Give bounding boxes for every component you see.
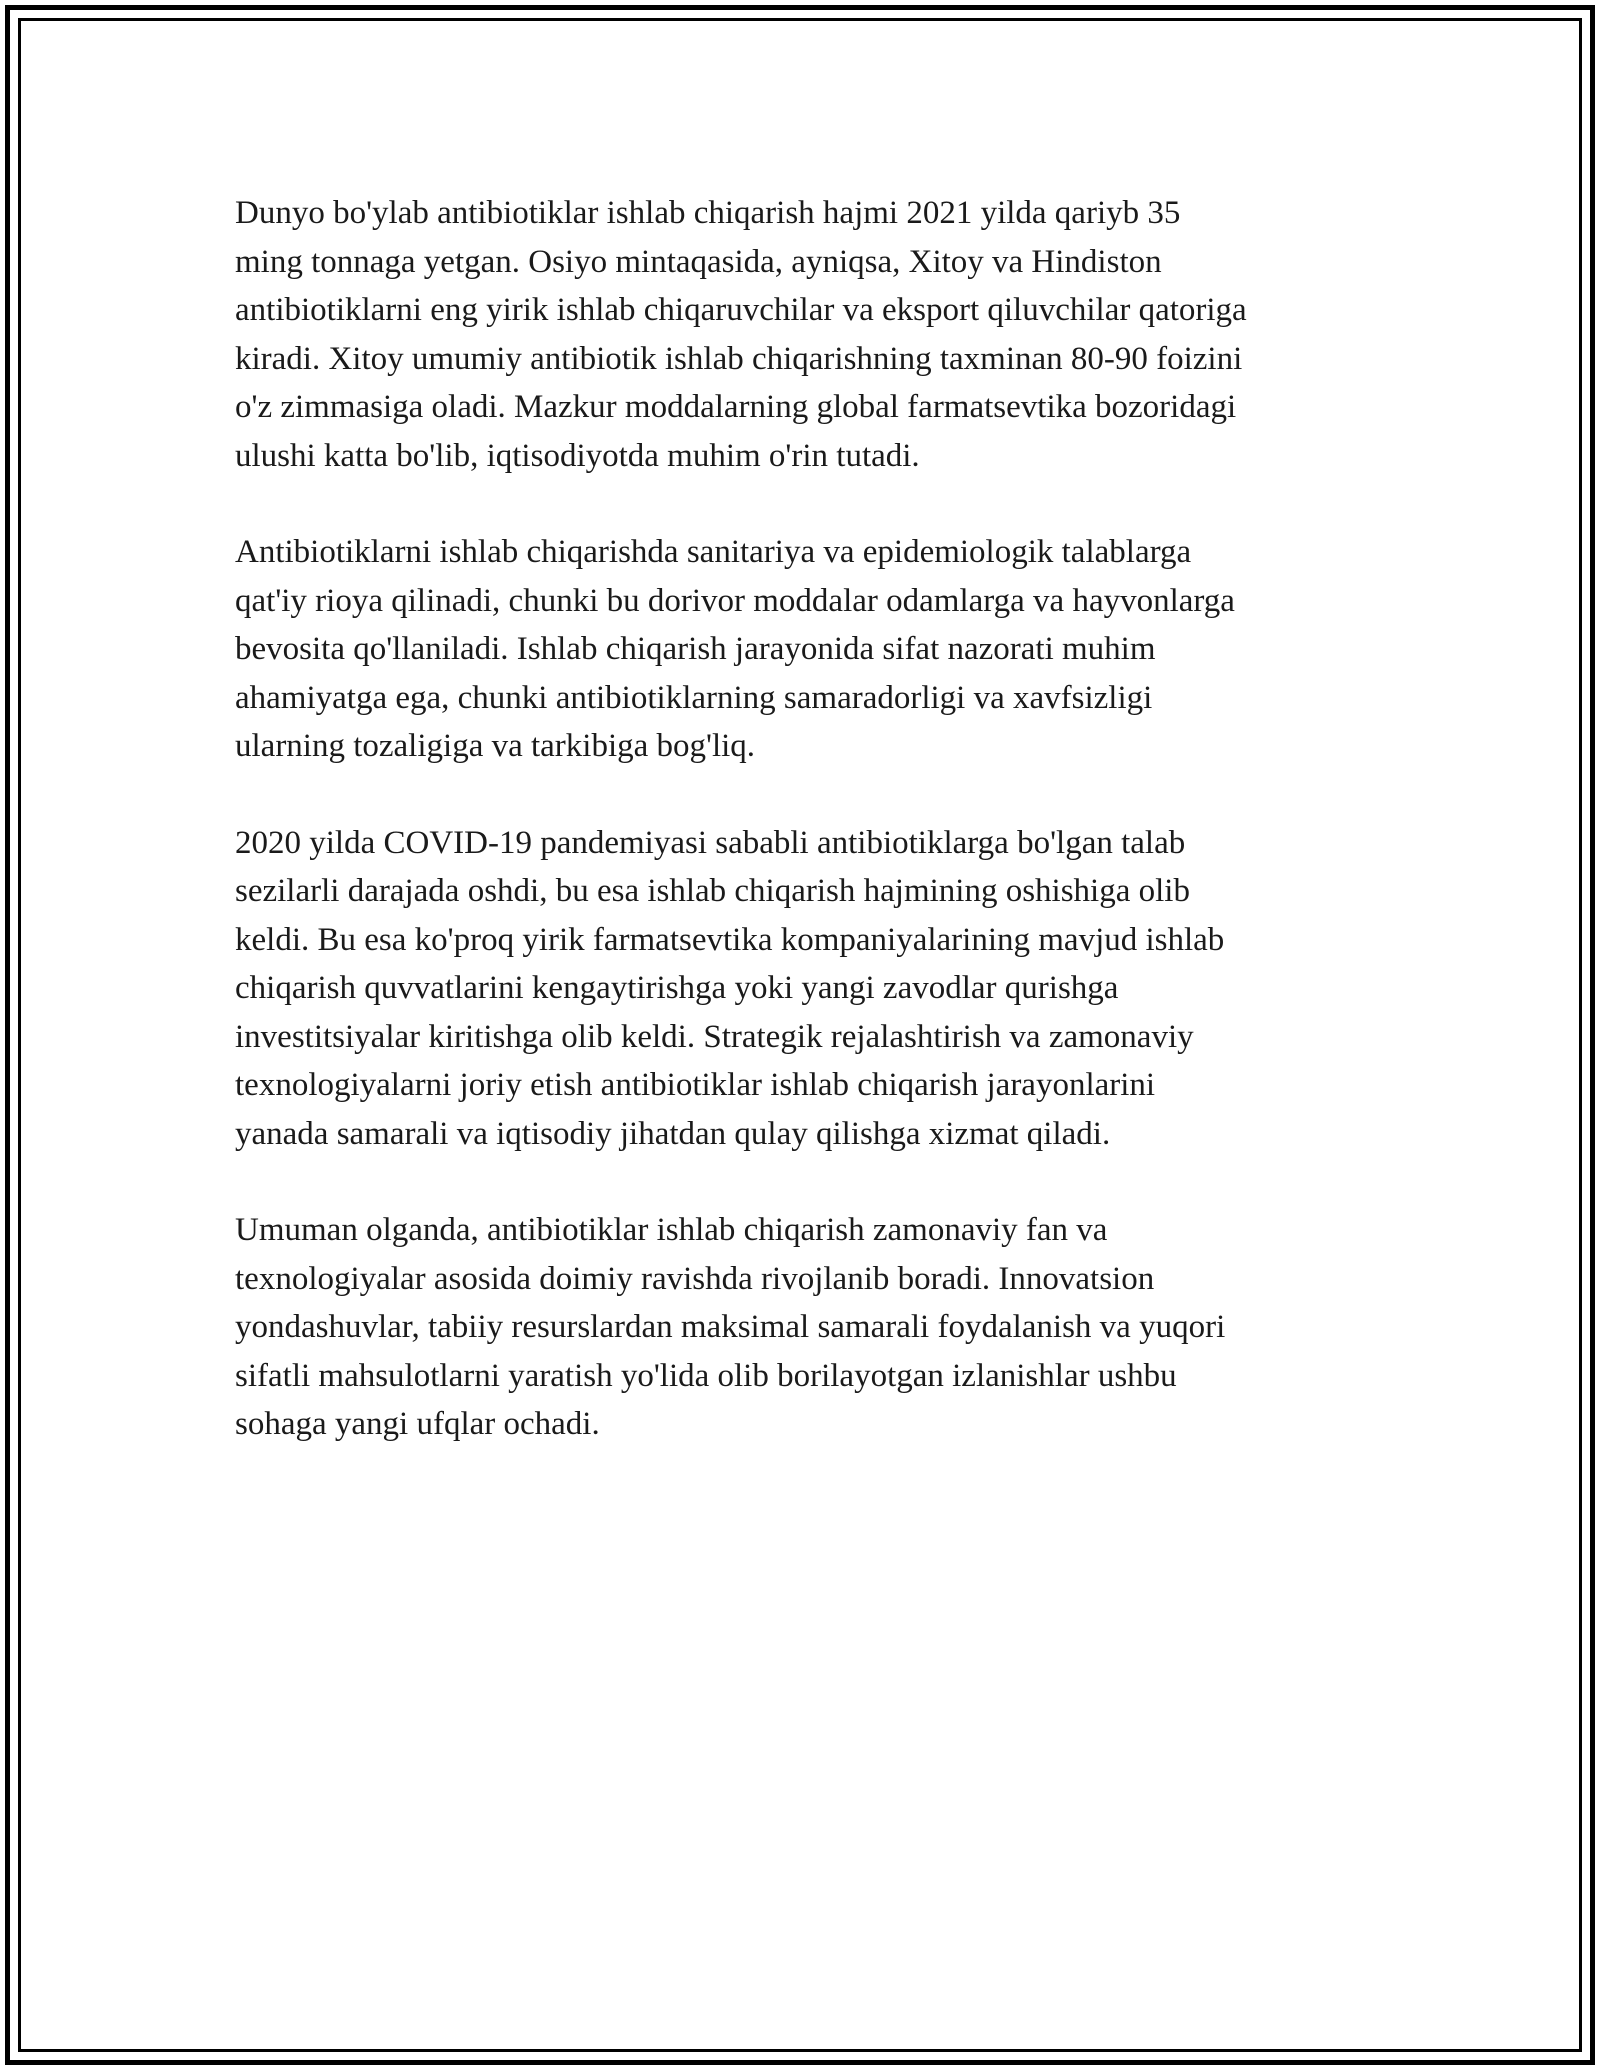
paragraph-3: 2020 yilda COVID-19 pandemiyasi sababli antibiotiklarga bo'lgan talab sezilarli darajada oshdi, bu esa ishlab chiqarish hajmining oshishiga olib keldi. Bu esa ko'proq yirik farmatsevtika kompaniyalarining mavjud ishlab chiqarish quvvatlarini kengaytirishga yoki yangi zavodlar qurishga investitsiyalar kiritishga olib keldi. Strategik rejalashtirish va zamonaviy texnologiyalarni joriy etish antibiotiklar ishlab chiqarish jarayonlarini yanada samarali va iqtisodiy jihatdan qulay qilishga xizmat qiladi. (235, 824, 1225, 1152)
document-body (235, 189, 1375, 1497)
paragraph-2: Antibiotiklarni ishlab chiqarishda sanitariya va epidemiologik talablarga qat'iy rioya qilinadi, chunki bu dorivor moddalar odamlarga va hayvonlarga bevosita qo'llaniladi. Ishlab chiqarish jarayonida sifat nazorati muhim ahamiyatga ega, chunki antibiotiklarning samaradorligi va xavfsizligi ularning tozaligiga va tarkibiga bog'liq. (235, 534, 1235, 764)
paragraph-4: Umuman olganda, antibiotiklar ishlab chiqarish zamonaviy fan va texnologiyalar asosida doimiy ravishda rivojlanib boradi. Innovatsion yondashuvlar, tabiiy resurslardan maksimal samarali foydalanish va yuqori sifatli mahsulotlarni yaratish yo'lida olib borilayotgan izlanishlar ushbu sohaga yangi ufqlar ochadi. (235, 1212, 1226, 1442)
paragraph-1: Dunyo bo'ylab antibiotiklar ishlab chiqarish hajmi 2021 yilda qariyb 35 ming tonnaga yetgan. Osiyo mintaqasida, ayniqsa, Xitoy va Hindiston antibiotiklarni eng yirik ishlab chiqaruvchilar va eksport qiluvchilar qatoriga kiradi. Xitoy umumiy antibiotik ishlab chiqarishning taxminan 80-90 foizini o'z zimmasiga oladi. Mazkur moddalarning global farmatsevtika bozoridagi ulushi katta bo'lib, iqtisodiyotda muhim o'rin tutadi. (235, 195, 1247, 474)
